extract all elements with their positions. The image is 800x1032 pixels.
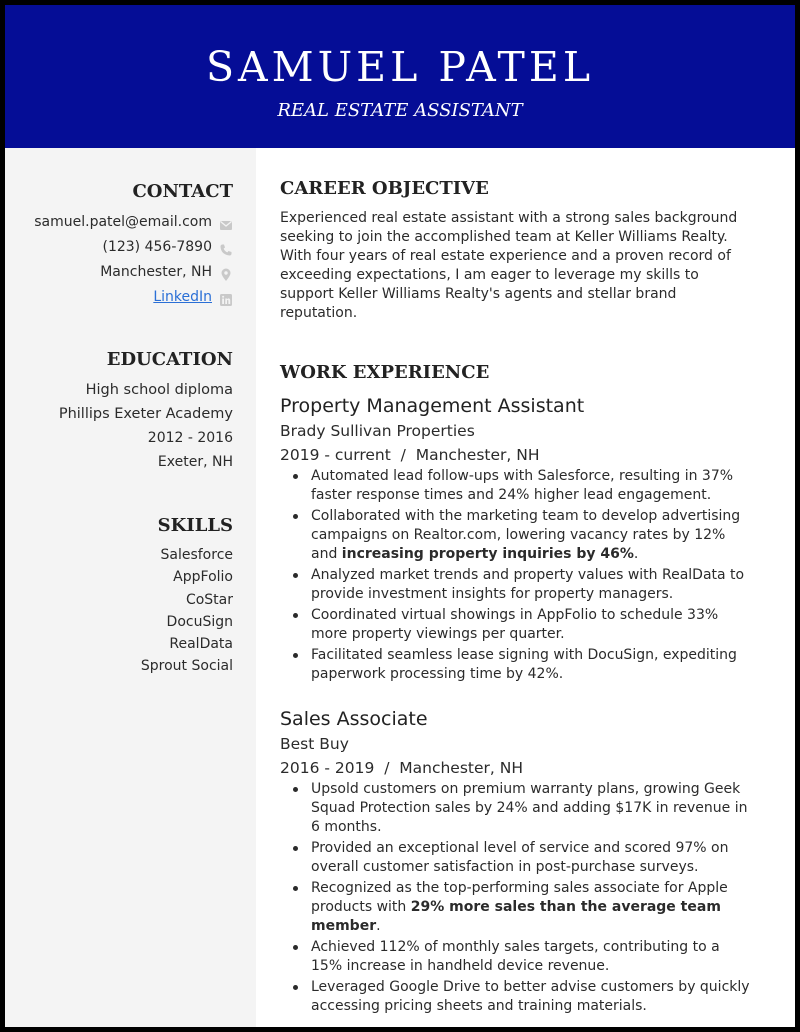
skill-item: Sprout Social [140, 658, 233, 675]
candidate-name: SAMUEL PATEL [205, 43, 595, 91]
map-pin-icon [219, 266, 233, 280]
education-degree: High school diploma [85, 382, 233, 398]
contact-section [13, 180, 233, 310]
bullet-item: Automated lead follow-ups with Salesforce, resulting in 37% faster response times and 24% higher lead engagement. [280, 467, 750, 505]
bullet-item: Upsold customers on premium warranty plans, growing Geek Squad Protection sales by 24% and adding $17K in revenue in 6 months. [280, 780, 750, 837]
job-title: Sales Associate [280, 708, 428, 730]
bullet-item: Coordinated virtual showings in AppFolio to schedule 33% more property viewings per quarter. [280, 606, 750, 644]
candidate-role: REAL ESTATE ASSISTANT [277, 100, 523, 121]
contact-heading: CONTACT [132, 181, 233, 202]
bullet-item: Facilitated seamless lease signing with DocuSign, expediting paperwork processing time by 42%. [280, 646, 750, 684]
skill-item: RealData [169, 636, 233, 653]
job-entry [280, 393, 750, 684]
job-company: Best Buy [280, 735, 349, 753]
email-text[interactable]: samuel.patel@email.com [34, 214, 212, 230]
phone-text: (123) 456-7890 [102, 239, 212, 255]
education-section [13, 348, 233, 474]
bullet-item: Achieved 112% of monthly sales targets, contributing to a 15% increase in handheld device revenue. [280, 938, 750, 976]
education-years: 2012 - 2016 [147, 430, 233, 446]
main-content [280, 177, 750, 1018]
sidebar [5, 148, 256, 1027]
skill-item: Salesforce [160, 547, 233, 563]
bullet-item: Collaborated with the marketing team to develop advertising campaigns on Realtor.com, lowering vacancy rates by 12% and increasing property inquiries by 46%. [280, 507, 750, 564]
objective-text: Experienced real estate assistant with a strong sales background seeking to join the accomplished team at Keller Williams Realty. With four years of real estate experience and a proven record of exceeding expectations, I am eager to leverage my skills to support Keller Williams Realty's agents and stellar brand reputation. [280, 210, 738, 321]
contact-email [13, 210, 233, 235]
experience-heading: WORK EXPERIENCE [280, 362, 490, 383]
skill-item: CoStar [185, 591, 233, 608]
bullet-item: Provided an exceptional level of service and scored 97% on overall customer satisfaction in post-purchase surveys. [280, 839, 750, 877]
contact-phone [13, 235, 233, 260]
job-company: Brady Sullivan Properties [280, 422, 475, 440]
objective-heading: CAREER OBJECTIVE [280, 178, 489, 199]
skill-item: DocuSign [166, 613, 233, 630]
contact-linkedin [13, 285, 233, 310]
job-dates: 2019 - current / Manchester, NH [280, 446, 540, 464]
contact-location [13, 260, 233, 285]
skills-heading: SKILLS [157, 515, 233, 536]
job-entry [280, 706, 750, 1016]
skill-item: AppFolio [173, 569, 233, 586]
job-title: Property Management Assistant [280, 395, 585, 417]
bullet-item: Leveraged Google Drive to better advise customers by quickly accessing pricing sheets and training materials. [280, 978, 750, 1016]
education-heading: EDUCATION [106, 349, 233, 370]
skills-section [13, 514, 233, 678]
job-bullets [280, 467, 750, 684]
job-dates: 2016 - 2019 / Manchester, NH [280, 759, 524, 777]
resume-header [5, 5, 795, 148]
linkedin-link[interactable]: LinkedIn [153, 289, 212, 305]
phone-icon [219, 241, 233, 255]
bullet-item: Analyzed market trends and property values with RealData to provide investment insights for property managers. [280, 566, 750, 604]
location-text: Manchester, NH [100, 264, 212, 280]
linkedin-icon [219, 291, 233, 305]
envelope-icon [219, 216, 233, 230]
resume-page [5, 5, 795, 1027]
education-school: Phillips Exeter Academy [58, 406, 233, 422]
bullet-item: Recognized as the top-performing sales associate for Apple products with 29% more sales than the average team member. [280, 879, 750, 936]
job-bullets [280, 780, 750, 1016]
education-location: Exeter, NH [157, 454, 233, 470]
